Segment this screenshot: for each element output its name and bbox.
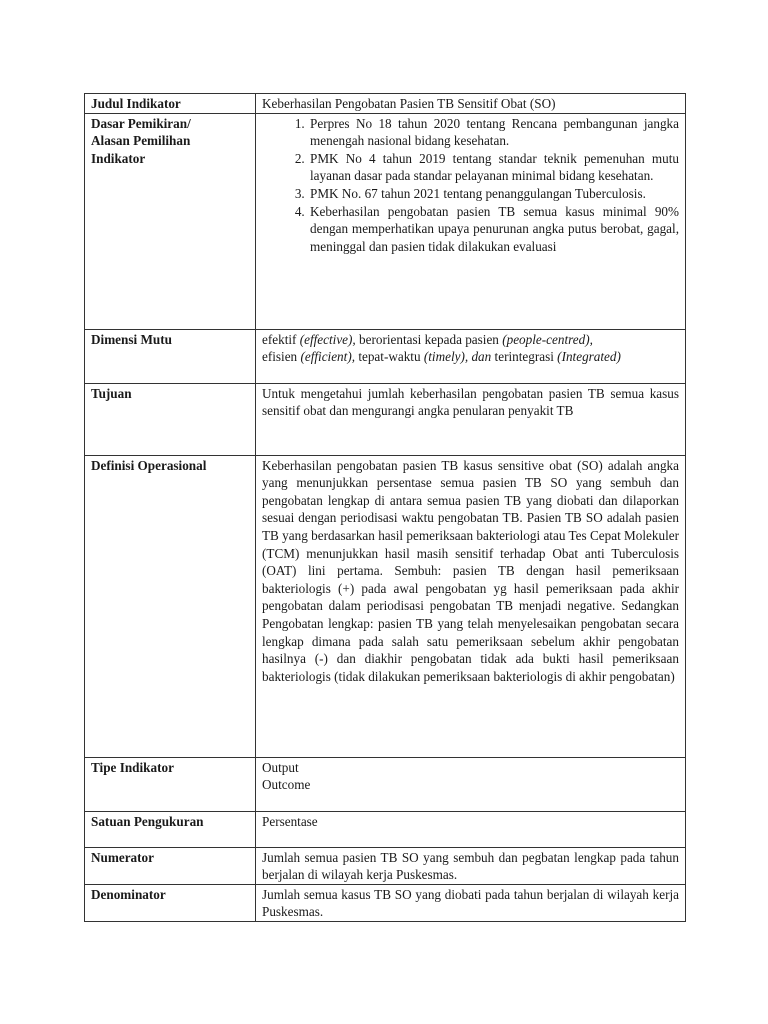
row-dimensi bbox=[85, 329, 686, 383]
dimensi-text: (effective), bbox=[299, 331, 356, 347]
label-tujuan: Tujuan bbox=[85, 383, 256, 455]
value-dasar bbox=[256, 113, 686, 329]
dimensi-text: berorientasi kepada pasien bbox=[355, 331, 503, 347]
row-denominator bbox=[85, 884, 686, 921]
row-dasar bbox=[85, 113, 686, 329]
label-tipe: Tipe Indikator bbox=[85, 757, 256, 811]
tipe-outcome: Outcome bbox=[262, 777, 311, 793]
label-definisi: Definisi Operasional bbox=[85, 455, 256, 757]
label-dasar-line1: Dasar Pemikiran/ bbox=[91, 115, 191, 131]
value-judul: Keberhasilan Pengobatan Pasien TB Sensitif Obat (SO) bbox=[256, 94, 686, 114]
row-judul bbox=[85, 94, 686, 114]
dimensi-text: (timely), dan bbox=[423, 349, 492, 365]
reasons-list bbox=[262, 115, 679, 256]
dimensi-text: efisien bbox=[262, 349, 301, 365]
list-item: 4. Keberhasilan pengobatan pasien TB semua kasus minimal 90% dengan memperhatikan upaya penurunan angka putus berobat, gagal, meninggal dan pasien tidak dilakukan evaluasi bbox=[308, 203, 679, 256]
value-tujuan: Untuk mengetahui jumlah keberhasilan pengobatan pasien TB semua kasus sensitif obat dan mengurangi angka penularan penyakit TB bbox=[256, 383, 686, 455]
dimensi-text: (people-centred), bbox=[502, 331, 593, 347]
dimensi-text: efektif bbox=[262, 331, 300, 347]
row-tujuan bbox=[85, 383, 686, 455]
row-tipe bbox=[85, 757, 686, 811]
dimensi-text: (efficient), bbox=[300, 349, 356, 365]
value-dimensi bbox=[256, 329, 686, 383]
label-dasar bbox=[85, 113, 256, 329]
value-numerator: Jumlah semua pasien TB SO yang sembuh dan pegbatan lengkap pada tahun berjalan di wilayah kerja Puskesmas. bbox=[256, 847, 686, 884]
label-dasar-line3: Indikator bbox=[91, 150, 146, 166]
list-item: 2. PMK No 4 tahun 2019 tentang standar teknik pemenuhan mutu layanan dasar pada standar pelayanan minimal bidang kesehatan. bbox=[308, 150, 679, 185]
tipe-output: Output bbox=[262, 759, 299, 775]
row-satuan bbox=[85, 811, 686, 847]
row-definisi bbox=[85, 455, 686, 757]
value-denominator: Jumlah semua kasus TB SO yang diobati pada tahun berjalan di wilayah kerja Puskesmas. bbox=[256, 884, 686, 921]
dimensi-text: (Integrated) bbox=[557, 349, 621, 365]
label-dimensi: Dimensi Mutu bbox=[85, 329, 256, 383]
label-judul: Judul Indikator bbox=[85, 94, 256, 114]
label-denominator: Denominator bbox=[85, 884, 256, 921]
dimensi-text: tepat-waktu bbox=[355, 349, 424, 365]
label-dasar-line2: Alasan Pemilihan bbox=[91, 133, 191, 149]
list-item: 3. PMK No. 67 tahun 2021 tentang penanggulangan Tuberculosis. bbox=[308, 185, 679, 203]
indicator-table bbox=[84, 93, 686, 922]
dimensi-text: terintegrasi bbox=[491, 349, 558, 365]
label-satuan: Satuan Pengukuran bbox=[85, 811, 256, 847]
list-item: 1. Perpres No 18 tahun 2020 tentang Rencana pembangunan jangka menengah nasional bidang kesehatan. bbox=[308, 115, 679, 150]
label-numerator: Numerator bbox=[85, 847, 256, 884]
value-definisi: Keberhasilan pengobatan pasien TB kasus sensitive obat (SO) adalah angka yang menunjukkan persentase semua pasien TB SO yang sembuh dan pengobatan lengkap di antara semua pasien TB yang diobati dan dilaporkan sesuai dengan periodisasi waktu pengobatan TB. Pasien TB SO adalah pasien TB yang berdasarkan hasil pemeriksaan bakteriologi atau Tes Cepat Molekuler (TCM) menunjukkan hasil masih sensitif terhadap Obat anti Tuberculosis (OAT) lini pertama. Sembuh: pasien TB dengan hasil pemeriksaan bakteriologis (+) pada awal pengobatan yg hasil pemeriksaan pada akhir pengobatan dalam periodisasi pengobatan TB menjadi negative. Sedangkan Pengobatan lengkap: pasien TB yang telah menyelesaikan pengobatan secara lengkap dimana pada salah satu pemeriksaan sebelum akhir pengobatan hasilnya (-) dan diakhir pengobatan tidak ada bukti hasil pemeriksaan bakteriologis (tidak dilakukan pemeriksaan bakteriologis di akhir pengobatan) bbox=[256, 455, 686, 757]
value-satuan: Persentase bbox=[256, 811, 686, 847]
value-tipe bbox=[256, 757, 686, 811]
row-numerator bbox=[85, 847, 686, 884]
